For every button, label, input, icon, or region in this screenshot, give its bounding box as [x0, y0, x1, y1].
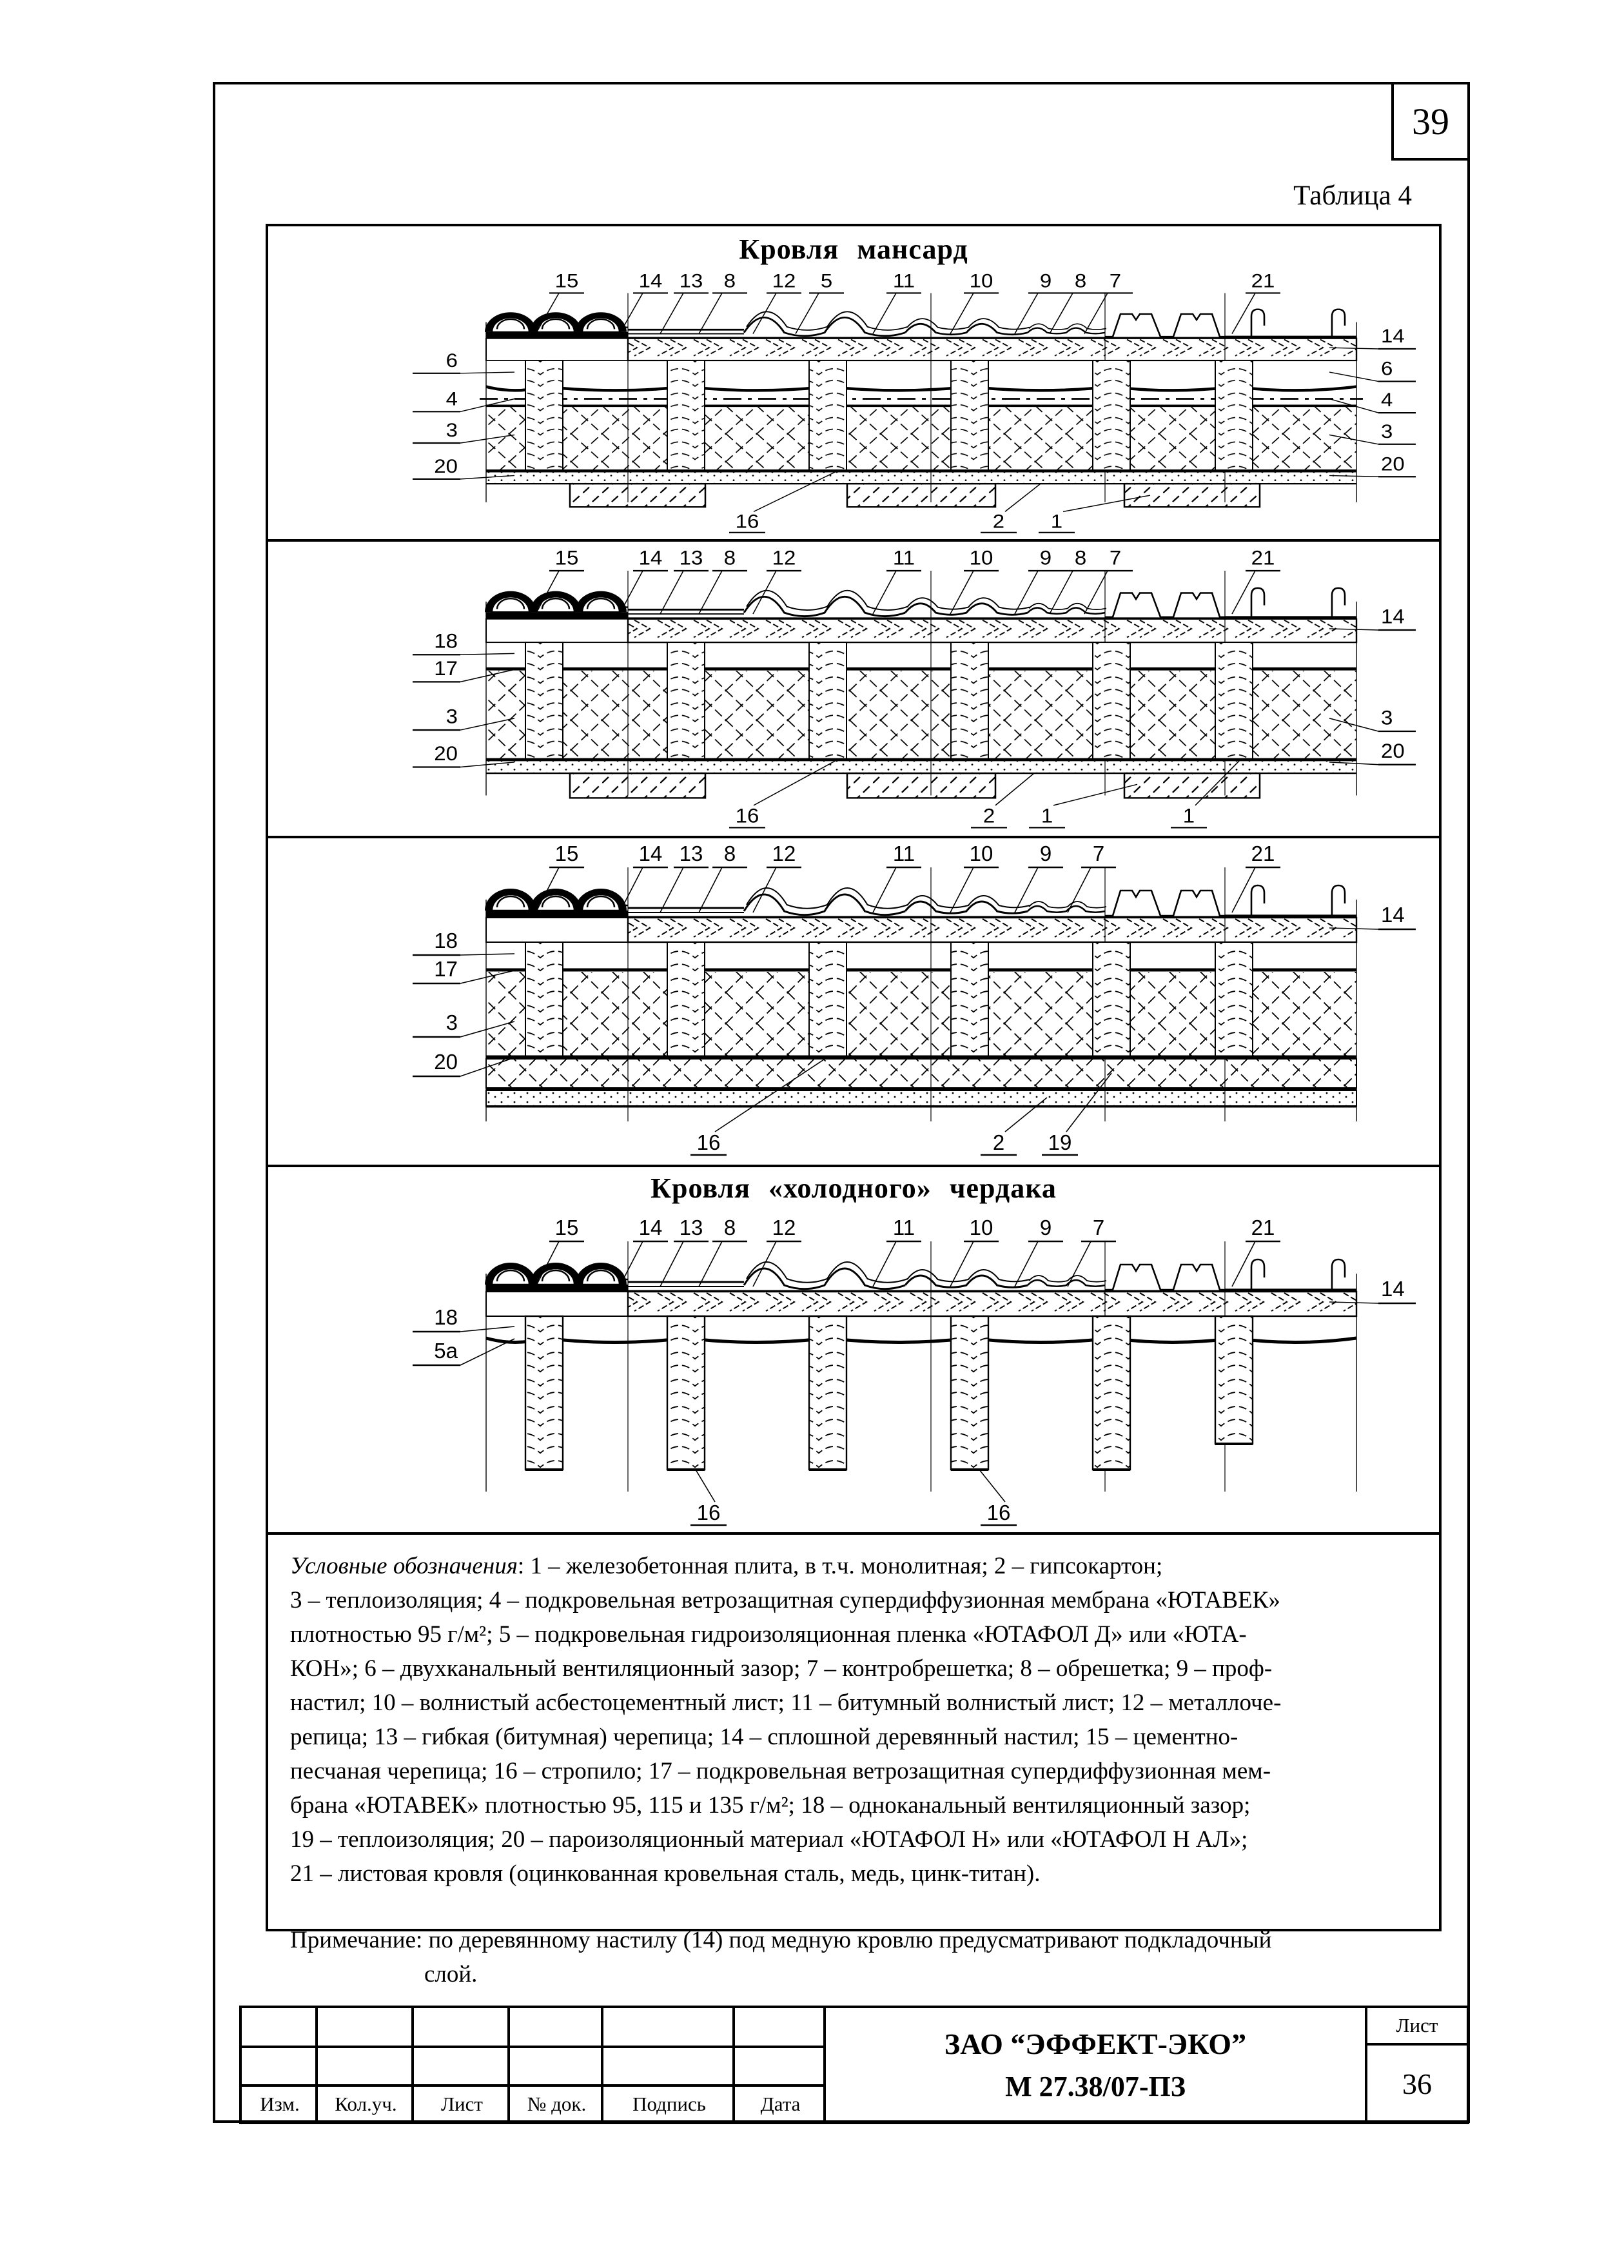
callout-label: 18: [434, 629, 458, 653]
lower-insulation-band: [486, 1059, 1356, 1088]
section-title-cold-attic: Кровля «холодного» чердака: [651, 1172, 1057, 1204]
tb-row-line-1: [242, 2046, 826, 2048]
callout-leader: [699, 571, 722, 614]
note-line: слой.: [424, 1961, 478, 1987]
callout-label: 21: [1251, 270, 1275, 292]
callout-leader: [1068, 867, 1091, 912]
callout-label: 12: [772, 1216, 796, 1239]
standing-seam: [1251, 885, 1264, 916]
callout-leader: [699, 293, 722, 333]
callout-label: 2: [983, 804, 995, 827]
callout-label: 20: [434, 455, 458, 477]
callout-leader: [620, 571, 643, 614]
section-title-mansard: Кровля мансард: [739, 233, 968, 265]
callout-leader: [1005, 484, 1041, 511]
callout-label: 3: [1381, 420, 1393, 442]
callout-label: 5: [820, 270, 833, 292]
callout-label: 11: [892, 270, 915, 292]
standing-seam: [1332, 588, 1345, 617]
callout-label: 8: [723, 546, 736, 569]
callout-label: 13: [679, 842, 703, 865]
callout-label: 8: [723, 842, 736, 865]
standing-seam: [1332, 310, 1345, 337]
roof-diagram-mansard-2: [293, 542, 1416, 833]
callout-label: 3: [445, 705, 458, 728]
rafter: [809, 942, 846, 1057]
sheet-label: Лист: [1367, 2008, 1467, 2046]
rafter: [809, 642, 846, 760]
callout-label: 8: [1074, 546, 1087, 569]
concrete-slab-block: [570, 773, 705, 798]
roof-diagram-mansard-1: [293, 266, 1416, 537]
callout-label: 15: [554, 546, 579, 569]
callout-leader: [460, 1326, 514, 1332]
standing-seam: [1251, 1259, 1264, 1290]
callout-label: 10: [969, 546, 993, 569]
callout-label: 3: [445, 419, 458, 441]
rafter: [1093, 360, 1130, 471]
callout-label: 14: [638, 842, 663, 865]
tb-label-dok: № док.: [527, 2093, 587, 2115]
callout-label: 11: [892, 546, 915, 569]
standing-seam: [1332, 885, 1345, 916]
rafter: [525, 942, 563, 1057]
callout-label: 21: [1251, 842, 1275, 865]
concrete-slab-block: [1124, 484, 1260, 507]
legend-line: 21 – листовая кровля (оцинкованная кровельная сталь, медь, цинк-титан).: [290, 1860, 1041, 1887]
callout-label: 7: [1092, 842, 1105, 865]
section-divider-3: [268, 1165, 1439, 1167]
legend-line: песчаная черепица; 16 – стропило; 17 – подкровельная ветрозащитная супердиффузионная мем-: [290, 1758, 1271, 1784]
callout-label: 3: [1381, 706, 1393, 729]
rafter: [525, 360, 563, 471]
legend-line: КОН»; 6 – двухканальный вентиляционный зазор; 7 – контробрешетка; 8 – обрешетка; 9 – проф-: [290, 1655, 1273, 1682]
callout-leader: [1068, 1241, 1091, 1287]
concrete-slab-block: [570, 484, 705, 507]
callout-leader: [620, 867, 643, 912]
callout-leader: [696, 1470, 715, 1502]
concrete-slab-block: [847, 484, 995, 507]
concrete-slab-block: [1124, 773, 1260, 798]
callout-label: 1: [1050, 511, 1063, 533]
callout-label: 10: [969, 1216, 993, 1239]
rafter: [809, 1316, 846, 1470]
callout-label: 14: [1381, 605, 1405, 628]
callout-leader: [460, 954, 514, 955]
callout-leader: [660, 571, 683, 614]
callout-leader: [1084, 293, 1108, 333]
callout-label: 2: [992, 1130, 1005, 1154]
board-under-tiles: [486, 339, 628, 360]
callout-label: 21: [1251, 546, 1275, 569]
callout-label: 16: [986, 1501, 1011, 1524]
board-under-tiles: [486, 918, 628, 942]
callout-label: 20: [434, 742, 458, 765]
diagram-body: [480, 293, 1363, 507]
callout-label: 8: [723, 1216, 736, 1239]
legend-line: брана «ЮТАВЕК» плотностью 95, 115 и 135 г/м²; 18 – одноканальный вентиляционный зазор;: [290, 1792, 1251, 1819]
callout-label: 20: [434, 1050, 458, 1074]
callout-label: 21: [1251, 1216, 1275, 1239]
tile-batten: [486, 911, 628, 916]
drawing-frame: [213, 82, 1470, 2123]
callout-leader: [873, 293, 896, 333]
rafter: [809, 360, 846, 471]
callout-label: 13: [679, 546, 703, 569]
callout-label: 16: [735, 511, 759, 533]
callout-label: 8: [723, 270, 736, 292]
wood-decking-layer: [628, 619, 1356, 642]
callout-label: 14: [638, 270, 663, 292]
callout-label: 12: [772, 270, 796, 292]
rafter: [667, 1316, 705, 1470]
callout-leader: [620, 293, 643, 333]
callout-label: 1: [1182, 804, 1195, 827]
callout-label: 19: [1048, 1130, 1072, 1154]
document-code: М 27.38/07-ПЗ: [1005, 2071, 1186, 2102]
callout-label: 15: [554, 270, 579, 292]
tb-label-list: Лист: [441, 2093, 483, 2115]
rafter: [951, 1316, 988, 1470]
callout-label: 12: [772, 842, 796, 865]
organization-name: ЗАО “ЭФФЕКТ-ЭКО”: [944, 2027, 1247, 2060]
rafter: [951, 360, 988, 471]
wood-decking-layer: [628, 918, 1356, 942]
profiled-sheet-profile: [1105, 314, 1225, 337]
rafter: [951, 642, 988, 760]
callout-label: 8: [1074, 270, 1087, 292]
rafter: [667, 360, 705, 471]
tb-label-izm: Изм.: [260, 2093, 300, 2115]
callout-label: 20: [1381, 739, 1405, 762]
tb-label-koluch: Кол.уч.: [335, 2093, 397, 2115]
roof-diagram-cold-attic: [293, 1212, 1416, 1530]
callout-label: 11: [892, 1216, 915, 1239]
roof-diagram-mansard-3: [293, 838, 1416, 1160]
callout-label: 1: [1041, 804, 1053, 827]
rafter: [525, 642, 563, 760]
callout-label: 9: [1039, 270, 1052, 292]
section-divider-1: [268, 539, 1439, 542]
callout-label: 14: [1381, 325, 1405, 347]
roof-sections-table: [266, 224, 1442, 1987]
page-number: 39: [1412, 100, 1449, 143]
profiled-sheet-profile: [1105, 593, 1225, 617]
callout-leader: [950, 867, 973, 912]
page-number-box: [1391, 82, 1470, 161]
rafter: [667, 642, 705, 760]
callout-label: 15: [554, 1216, 579, 1239]
callout-leader: [873, 867, 896, 912]
callout-label: 11: [892, 842, 915, 865]
callout-label: 4: [445, 388, 458, 410]
legend-line: плотностью 95 г/м²; 5 – подкровельная гидроизоляционная пленка «ЮТАФОЛ Д» или «ЮТА-: [290, 1621, 1247, 1648]
callout-label: 12: [772, 546, 796, 569]
concrete-slab-block: [847, 773, 995, 798]
legend: [268, 1532, 1439, 1991]
callout-label: 14: [638, 1216, 663, 1239]
wood-decking-layer: [628, 339, 1356, 360]
organization-block: [826, 2008, 1367, 2122]
rafter: [1093, 1316, 1130, 1470]
callout-label: 2: [992, 511, 1005, 533]
callout-leader: [460, 372, 514, 373]
callout-label: 17: [434, 656, 458, 680]
callout-label: 9: [1039, 546, 1052, 569]
rafter: [667, 942, 705, 1057]
callout-label: 17: [434, 957, 458, 981]
diagram-body: [485, 1241, 1356, 1492]
tile-batten: [486, 1285, 628, 1290]
callout-leader: [620, 1241, 643, 1287]
callout-leader: [950, 293, 973, 333]
callout-label: 14: [1381, 1277, 1405, 1301]
callout-label: 7: [1109, 270, 1122, 292]
callout-label: 18: [434, 929, 458, 952]
diagram-body: [485, 867, 1356, 1121]
tile-batten: [486, 612, 628, 618]
title-block: [239, 2006, 1469, 2124]
callout-leader: [460, 653, 514, 655]
legend-line: 3 – теплоизоляция; 4 – подкровельная ветрозащитная супердиффузионная мембрана «ЮТАВЕК»: [290, 1587, 1280, 1613]
callout-leader: [460, 1339, 514, 1365]
callout-leader: [660, 293, 683, 333]
profiled-sheet-profile: [1105, 891, 1225, 916]
rafter: [1215, 360, 1253, 471]
wood-decking-layer: [628, 1292, 1356, 1316]
vapor-barrier-strip: [486, 761, 1356, 773]
callout-label: 16: [735, 804, 759, 827]
callout-label: 13: [679, 1216, 703, 1239]
callout-label: 18: [434, 1305, 458, 1329]
callout-label: 6: [445, 350, 458, 371]
callout-label: 10: [969, 842, 993, 865]
callout-leader: [660, 1241, 683, 1287]
callout-label: 14: [1381, 903, 1405, 927]
profiled-sheet-profile: [1105, 1265, 1225, 1290]
callout-label: 20: [1381, 453, 1405, 475]
callout-label: 4: [1381, 389, 1393, 411]
standing-seam: [1251, 310, 1264, 337]
callout-leader: [660, 867, 683, 912]
callout-label: 7: [1109, 546, 1122, 569]
legend-line: репица; 13 – гибкая (битумная) черепица; 14 – сплошной деревянный настил; 15 – цементно-: [290, 1724, 1238, 1750]
callout-leader: [1329, 372, 1378, 381]
rafter: [1215, 942, 1253, 1057]
rafter: [1093, 942, 1130, 1057]
callout-label: 7: [1092, 1216, 1105, 1239]
rafter: [1215, 1316, 1253, 1444]
gypsum-band: [486, 1090, 1356, 1106]
board-under-tiles: [486, 619, 628, 642]
legend-line: 19 – теплоизоляция; 20 – пароизоляционный материал «ЮТАФОЛ Н» или «ЮТАФОЛ Н АЛ»;: [290, 1826, 1248, 1853]
callout-leader: [699, 867, 722, 912]
callout-leader: [1084, 571, 1108, 614]
callout-leader: [950, 571, 973, 614]
callout-label: 10: [969, 270, 993, 292]
note-line: Примечание: по деревянному настилу (14) под медную кровлю предусматривают подкладочный: [290, 1927, 1272, 1953]
callout-leader: [950, 1241, 973, 1287]
callout-label: 15: [554, 842, 579, 865]
table-caption: Таблица 4: [1293, 181, 1412, 211]
callout-label: 3: [445, 1011, 458, 1034]
legend-intro: Условные обозначения: [290, 1553, 518, 1579]
legend-line: настил; 10 – волнистый асбестоцементный лист; 11 – битумный волнистый лист; 12 – металлоче-: [290, 1690, 1282, 1716]
callout-label: 14: [638, 546, 663, 569]
callout-label: 6: [1381, 358, 1393, 380]
tb-label-podpis: Подпись: [632, 2093, 706, 2115]
rafter: [1215, 642, 1253, 760]
rafter: [525, 1316, 563, 1470]
callout-leader: [873, 571, 896, 614]
rafter: [951, 942, 988, 1057]
callout-leader: [699, 1241, 722, 1287]
tb-label-data: Дата: [760, 2093, 801, 2115]
callout-leader: [873, 1241, 896, 1287]
callout-label: 5а: [434, 1339, 458, 1363]
standing-seam: [1332, 1259, 1345, 1290]
callout-leader: [995, 773, 1034, 805]
rafter: [1093, 642, 1130, 760]
callout-label: 9: [1039, 1216, 1052, 1239]
legend-line: Условные обозначения: 1 – железобетонная плита, в т.ч. монолитная; 2 – гипсокартон;: [290, 1553, 1163, 1579]
board-under-tiles: [486, 1292, 628, 1316]
callout-leader: [979, 1470, 1005, 1502]
standing-seam: [1251, 588, 1264, 617]
vapor-barrier-strip: [486, 472, 1356, 484]
callout-label: 13: [679, 270, 703, 292]
callout-label: 16: [696, 1501, 721, 1524]
tile-batten: [486, 332, 628, 337]
callout-label: 9: [1039, 842, 1052, 865]
diagram-body: [485, 571, 1356, 798]
callout-label: 16: [696, 1130, 721, 1154]
callout-leader: [796, 293, 819, 333]
sheet-number: 36: [1402, 2067, 1432, 2100]
sheet-block: [1367, 2008, 1467, 2122]
